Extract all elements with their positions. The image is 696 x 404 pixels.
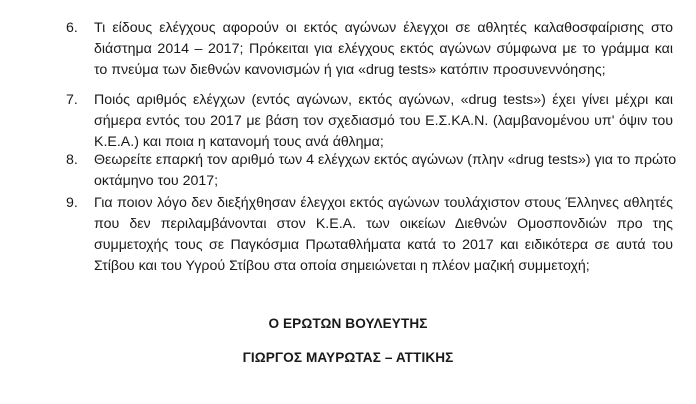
question-line: Τι είδους ελέγχους αφορούν οι εκτός αγώνων έλεγχοι σε αθλητές καλαθοσφαίρισης στο <box>94 20 673 36</box>
question-line: το πνεύμα των διεθνών κανονισμών ή για «drug tests» κατόπιν προσυνεννόησης; <box>94 62 606 78</box>
question-number: 7. <box>66 92 78 108</box>
question-text <box>94 193 673 277</box>
question-line: συμμετοχής τους σε Παγκόσμια Πρωταθλήματα κατά το 2017 και ειδικότερα σε αυτά του <box>94 237 673 253</box>
question-number: 9. <box>66 195 78 211</box>
question-line: οκτάμηνο του 2017; <box>94 173 219 189</box>
question-number: 6. <box>66 20 78 36</box>
question-line: διάστημα 2014 – 2017; Πρόκειται για ελέγχους εκτός αγώνων σύμφωνα με το γράμμα και <box>94 41 673 57</box>
question-line: Κ.Ε.Α.) και ποια η κατανομή τους ανά άθλημα; <box>94 134 384 150</box>
question-line: Ποιός αριθμός ελέγχων (εντός αγώνων, εκτός αγώνων, «drug tests») έχει γίνει μέχρι και <box>94 92 673 108</box>
question-number: 8. <box>66 152 78 168</box>
question-line: που δεν περιλαμβάνονται στον Κ.Ε.Α. των οικείων Διεθνών Ομοσπονδιών προ της <box>94 216 673 232</box>
question-line: Για ποιον λόγο δεν διεξήχθησαν έλεγχοι εκτός αγώνων τουλάχιστον στους Έλληνες αθλητές <box>94 195 673 211</box>
question-text <box>94 18 673 81</box>
signature-role: Ο ΕΡΩΤΩΝ ΒΟΥΛΕΥΤΗΣ <box>268 316 428 331</box>
signature-name: ΓΙΩΡΓΟΣ ΜΑΥΡΩΤΑΣ – ΑΤΤΙΚΗΣ <box>242 350 454 365</box>
question-line: Στίβου και του Υγρού Στίβου στα οποία σημειώνεται η πλέον μαζική συμμετοχή; <box>94 258 590 274</box>
question-text <box>94 90 673 153</box>
question-line: Θεωρείτε επαρκή τον αριθμό των 4 ελέγχων εκτός αγώνων (πλην «drug tests») για το πρώτο <box>94 152 677 168</box>
question-text <box>94 150 677 192</box>
question-line: σήμερα εντός του 2017 με βάση τον σχεδιασμό του Ε.Σ.ΚΑ.Ν. (λαμβανομένου υπ' όψιν του <box>94 113 673 129</box>
